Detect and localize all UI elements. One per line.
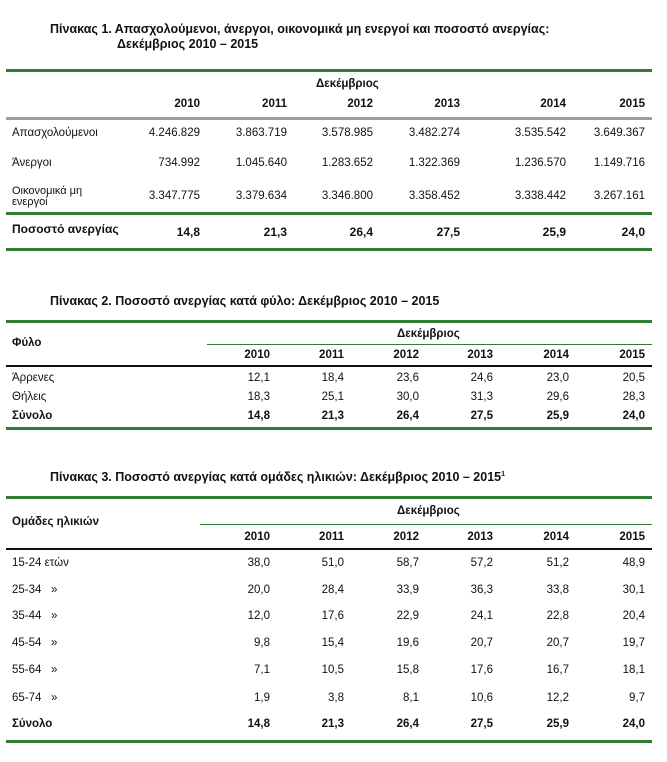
table1-top-rule: [6, 69, 652, 72]
table1-cell: 1.283.652: [321, 157, 373, 169]
table2-cell: 31,3: [470, 391, 493, 403]
table3-bottom-rule: [6, 740, 652, 743]
table2-total-cell: 14,8: [247, 410, 270, 422]
table3-total-cell: 26,4: [396, 718, 419, 730]
table1-cell: 1.236.570: [514, 157, 566, 169]
table1-cell: 734.992: [158, 157, 200, 169]
table2-year-header: 2010: [244, 349, 270, 361]
table1-total-cell: 21,3: [263, 225, 287, 239]
table3-cell: 10,6: [470, 692, 493, 704]
table3-group-header: Δεκέμβριος: [397, 505, 460, 517]
table1-group-header: Δεκέμβριος: [316, 78, 379, 90]
table2-cell: 18,4: [321, 372, 344, 384]
table2-cell: 12,1: [247, 372, 270, 384]
table3-cell: 38,0: [247, 557, 270, 569]
table2-cell: 28,3: [622, 391, 645, 403]
table2-year-header: 2011: [319, 349, 344, 361]
table3-row-header: Ομάδες ηλικιών: [12, 516, 99, 528]
table2-row-header: Φύλο: [12, 337, 42, 349]
table1-cell: 3.346.800: [321, 190, 373, 202]
table3-total-cell: 21,3: [321, 718, 344, 730]
table1-year-header: 2013: [434, 98, 460, 110]
table3-total-cell: 24,0: [622, 718, 645, 730]
table2-total-cell: 21,3: [321, 410, 344, 422]
table2-year-header: 2015: [619, 349, 645, 361]
table3-year-header: 2011: [319, 531, 344, 543]
table2-total-cell: 25,9: [546, 410, 569, 422]
table2-cell: 29,6: [546, 391, 569, 403]
table2-cell: 30,0: [396, 391, 419, 403]
table2-bottom-rule: [6, 427, 652, 430]
table2-title: Πίνακας 2. Ποσοστό ανεργίας κατά φύλο: Δεκέμβριος 2010 – 2015: [50, 294, 440, 308]
table3-cell: 9,8: [254, 637, 270, 649]
table2-cell: 20,5: [622, 372, 645, 384]
table2-total-cell: 26,4: [396, 410, 419, 422]
table3-cell: 1,9: [254, 692, 270, 704]
table3-cell: 19,7: [622, 637, 645, 649]
table1-cell: 3.535.542: [514, 127, 566, 139]
table1-cell: 3.482.274: [408, 127, 460, 139]
table3-row-label: 25-34 »: [12, 584, 58, 596]
table3-cell: 22,8: [546, 610, 569, 622]
table3-cell: 17,6: [470, 664, 493, 676]
table1-cell: 3.379.634: [235, 190, 287, 202]
table3-row-label: 55-64 »: [12, 664, 58, 676]
table1-cell: 1.322.369: [408, 157, 460, 169]
table1-total-rule: [6, 212, 652, 215]
table1-cell: 3.358.452: [408, 190, 460, 202]
table1-year-header: 2012: [347, 98, 373, 110]
table2-year-header: 2012: [393, 349, 419, 361]
table3-cell: 15,8: [396, 664, 419, 676]
table3-cell: 12,2: [546, 692, 569, 704]
table3-cell: 33,9: [396, 584, 419, 596]
table2-top-rule: [6, 320, 652, 323]
table3-row-label: 65-74 »: [12, 692, 58, 704]
table1-row-label: [12, 186, 82, 208]
table1-title-line2: Δεκέμβριος 2010 – 2015: [117, 37, 259, 51]
table2-cell: 25,1: [321, 391, 344, 403]
table1-total-cell: 27,5: [436, 225, 460, 239]
table3-title-text: Πίνακας 3. Ποσοστό ανεργίας κατά ομάδες ηλικιών: Δεκέμβριος 2010 – 2015: [50, 470, 502, 484]
table1-cell: 3.338.442: [514, 190, 566, 202]
table1-year-header: 2014: [540, 98, 566, 110]
table1-year-header: 2011: [262, 98, 287, 110]
table3-header-rule: [6, 548, 652, 550]
table3-cell: 24,1: [470, 610, 493, 622]
table3-total-label: Σύνολο: [12, 718, 53, 730]
table2-cell: 18,3: [247, 391, 270, 403]
table3-cell: 36,3: [470, 584, 493, 596]
table3-cell: 28,4: [321, 584, 344, 596]
table3-cell: 15,4: [321, 637, 344, 649]
table1-total-label: Ποσοστό ανεργίας: [12, 222, 119, 236]
table1-total-cell: 26,4: [349, 225, 373, 239]
table1-total-cell: 25,9: [542, 225, 566, 239]
table3-year-header: 2014: [543, 531, 569, 543]
table2-year-header: 2013: [467, 349, 493, 361]
table3-cell: 9,7: [629, 692, 645, 704]
table3-cell: 20,4: [622, 610, 645, 622]
table3-year-header: 2015: [619, 531, 645, 543]
table3-total-cell: 25,9: [546, 718, 569, 730]
table3-cell: 3,8: [328, 692, 344, 704]
table2-row-label: Θήλεις: [12, 391, 47, 403]
table3-cell: 51,2: [546, 557, 569, 569]
table3-year-header: 2010: [244, 531, 270, 543]
table3-cell: 19,6: [396, 637, 419, 649]
table3-cell: 20,0: [247, 584, 270, 596]
table2-cell: 23,0: [546, 372, 569, 384]
table1-cell: 3.863.719: [235, 127, 287, 139]
table1-cell: 3.347.775: [148, 190, 200, 202]
table3-footnote-mark: 1: [501, 470, 506, 478]
table3-cell: 33,8: [546, 584, 569, 596]
table2-row-label: Άρρενες: [12, 372, 55, 384]
table1-cell: 3.649.367: [593, 127, 645, 139]
table1-cell: 1.045.640: [235, 157, 287, 169]
table3-row-label: 35-44 »: [12, 610, 58, 622]
table3-cell: 18,1: [622, 664, 645, 676]
table2-total-cell: 27,5: [470, 410, 493, 422]
table1-bottom-rule: [6, 248, 652, 251]
table3-group-rule: [200, 524, 652, 525]
table3-total-cell: 27,5: [470, 718, 493, 730]
table2-total-label: Σύνολο: [12, 410, 53, 422]
table1-header-rule: [6, 117, 652, 120]
table1-row-label: Άνεργοι: [12, 157, 52, 169]
table2-cell: 24,6: [470, 372, 493, 384]
table3-year-header: 2013: [467, 531, 493, 543]
table1-cell: 3.267.161: [593, 190, 645, 202]
table2-group-header: Δεκέμβριος: [397, 328, 460, 340]
table1-year-header: 2015: [619, 98, 645, 110]
table1-cell: 3.578.985: [321, 127, 373, 139]
table3-cell: 51,0: [321, 557, 344, 569]
table1-row-label: Απασχολούμενοι: [12, 127, 98, 139]
table1-total-cell: 14,8: [176, 225, 200, 239]
table3-cell: 30,1: [622, 584, 645, 596]
table2-header-rule: [6, 365, 652, 367]
table1-row-label-line1: Οικονομικά μη: [12, 185, 83, 197]
table1-total-cell: 24,0: [621, 225, 645, 239]
table3-cell: 8,1: [403, 692, 419, 704]
table3-row-label: 15-24 ετών: [12, 557, 69, 569]
table2-group-rule: [207, 344, 652, 345]
table1-year-header: 2010: [174, 98, 200, 110]
table2-total-cell: 24,0: [622, 410, 645, 422]
table2-year-header: 2014: [543, 349, 569, 361]
table3-cell: 7,1: [254, 664, 270, 676]
table3-cell: 20,7: [546, 637, 569, 649]
table3-cell: 16,7: [546, 664, 569, 676]
table1-cell: 1.149.716: [593, 157, 645, 169]
table3-cell: 12,0: [247, 610, 270, 622]
table2-cell: 23,6: [396, 372, 419, 384]
table3-cell: 57,2: [470, 557, 493, 569]
table1-cell: 4.246.829: [148, 127, 200, 139]
table3-cell: 22,9: [396, 610, 419, 622]
table3-cell: 10,5: [321, 664, 344, 676]
table3-row-label: 45-54 »: [12, 637, 58, 649]
table3-year-header: 2012: [393, 531, 419, 543]
table3-cell: 17,6: [321, 610, 344, 622]
table3-top-rule: [6, 496, 652, 499]
table3-title: [50, 470, 505, 484]
table3-total-cell: 14,8: [247, 718, 270, 730]
table3-cell: 20,7: [470, 637, 493, 649]
table3-cell: 48,9: [622, 557, 645, 569]
table3-cell: 58,7: [396, 557, 419, 569]
table1-title-line1: Πίνακας 1. Απασχολούμενοι, άνεργοι, οικονομικά μη ενεργοί και ποσοστό ανεργίας:: [50, 22, 550, 36]
table1-row-label-line2: ενεργοί: [12, 196, 48, 208]
